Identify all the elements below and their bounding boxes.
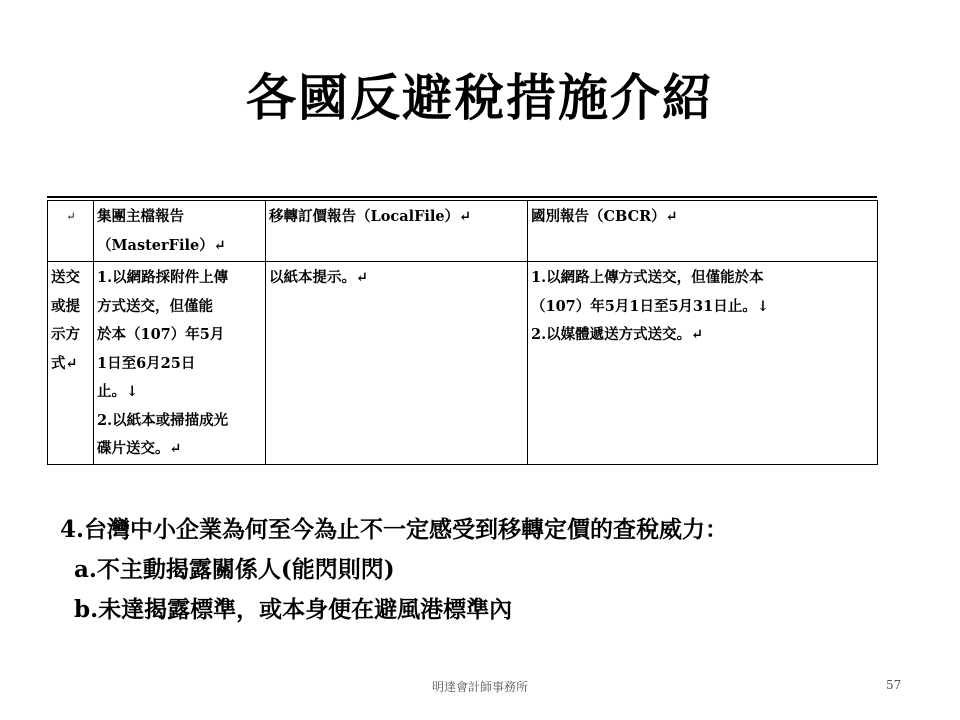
row-label-line: 送交	[51, 269, 80, 286]
master-line: 2.以紙本或掃描成光	[97, 411, 229, 429]
footer-firm-name: 明達會計師事務所	[431, 680, 528, 694]
row-label-line: 或提	[51, 297, 80, 315]
header-master-line2: （MasterFile）↵	[97, 236, 226, 254]
header-cell-local: 移轉訂價報告（LocalFile）↵	[266, 201, 528, 262]
master-file-cell	[94, 262, 266, 465]
master-line: 於本（107）年5月	[97, 326, 225, 343]
row-label-cell	[48, 262, 94, 465]
master-line: 碟片送交。↵	[97, 440, 182, 457]
table-header-row	[48, 201, 878, 262]
master-line: 1日至6月25日	[97, 354, 196, 372]
master-line: 1.以網路採附件上傳	[97, 269, 229, 286]
slide-title: 各國反避稅措施介紹	[246, 68, 714, 127]
cbcr-cell	[528, 262, 878, 465]
header-cell-blank: ↵	[48, 201, 94, 262]
table-top-border	[47, 196, 877, 198]
header-master-line1: 集團主檔報告	[97, 208, 184, 225]
table-body-row	[48, 262, 878, 465]
discussion-points	[60, 510, 728, 630]
row-label-line: 示方	[51, 326, 80, 343]
master-line: 方式送交，但僅能	[97, 297, 213, 315]
master-line: 止。↓	[97, 383, 139, 400]
cbcr-line: （107）年5月1日至5月31日止。↓	[531, 297, 769, 315]
header-cell-master	[94, 201, 266, 262]
point-a: a.不主動揭露關係人(能閃則閃)	[74, 556, 395, 583]
local-file-cell: 以紙本提示。↵	[266, 262, 528, 465]
point-b: b.未達揭露標準，或本身便在避風港標準內	[74, 596, 513, 623]
row-label-line: 式↵	[51, 354, 78, 372]
reporting-table	[47, 200, 878, 465]
point-heading: 4.台灣中小企業為何至今為止不一定感受到移轉定價的查稅威力：	[60, 516, 729, 543]
cbcr-line: 2.以媒體遞送方式送交。↵	[531, 326, 704, 343]
page-number: 57	[886, 678, 902, 692]
header-cell-cbcr: 國別報告（CBCR）↵	[528, 201, 878, 262]
cbcr-line: 1.以網路上傳方式送交，但僅能於本	[531, 269, 764, 286]
